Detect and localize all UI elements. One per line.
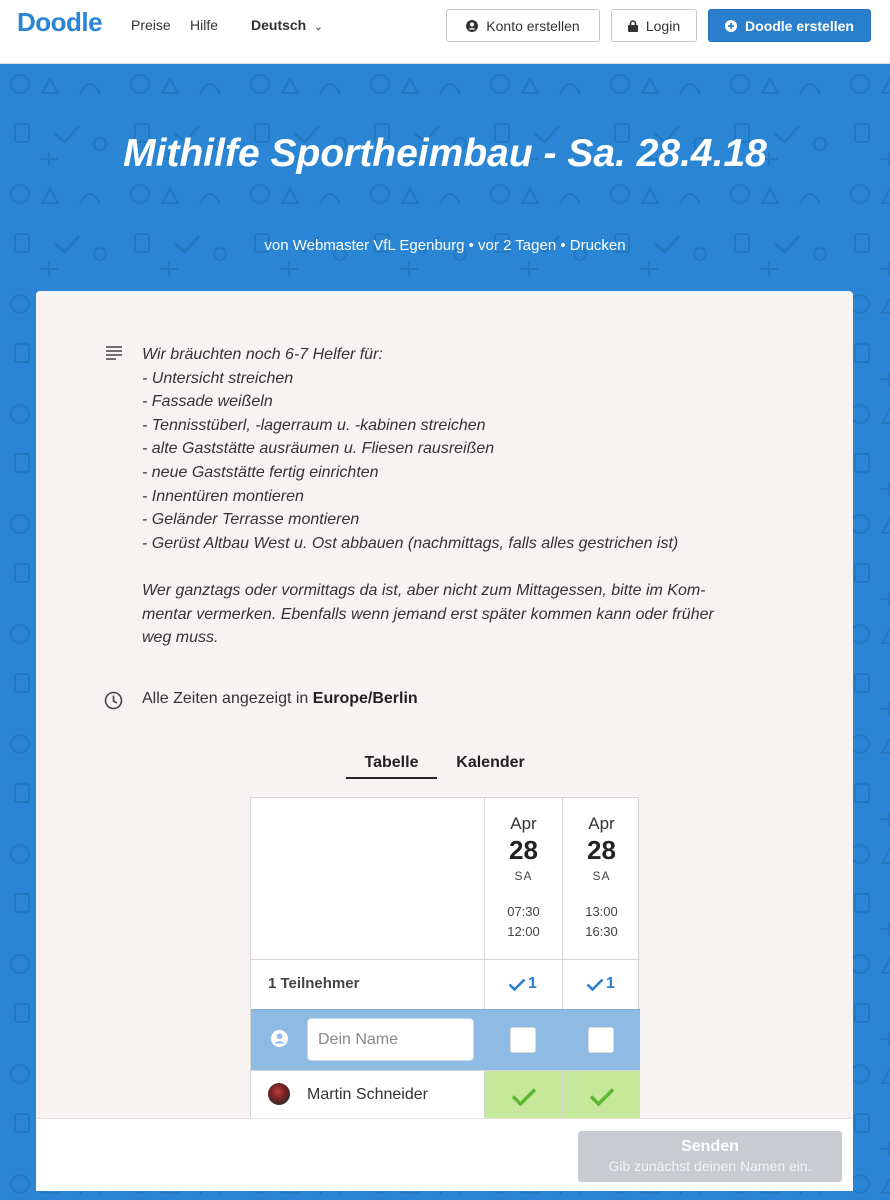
lock-icon [628, 20, 638, 32]
send-button-label: Senden [681, 1138, 739, 1155]
avatar [268, 1083, 290, 1105]
timezone-value: Europe/Berlin [312, 690, 418, 707]
new-participant-row [251, 1009, 640, 1070]
nav-link-preise[interactable]: Preise [131, 17, 171, 33]
login-button[interactable] [611, 9, 697, 42]
language-label: Deutsch [251, 17, 307, 33]
create-account-label: Konto erstellen [486, 17, 580, 34]
option-end-time: 12:00 [507, 924, 540, 939]
language-dropdown[interactable] [251, 17, 323, 33]
description-icon [106, 346, 122, 360]
option-weekday: SA [514, 869, 533, 883]
name-input[interactable] [307, 1018, 474, 1061]
vote-yes-cell [563, 1071, 640, 1122]
create-doodle-button[interactable] [708, 9, 871, 42]
check-icon [508, 978, 526, 991]
tab-kalender[interactable]: Kalender [456, 754, 525, 771]
option-start-time: 13:00 [585, 904, 618, 919]
send-button[interactable] [578, 1131, 842, 1182]
timezone-prefix: Alle Zeiten angezeigt in [142, 690, 309, 707]
check-icon [586, 978, 604, 991]
nav-link-hilfe[interactable]: Hilfe [190, 17, 219, 33]
tab-tabelle[interactable]: Tabelle [346, 754, 437, 779]
participant-count-label: 1 Teilnehmer [268, 975, 360, 992]
vote-yes-cell [485, 1071, 562, 1122]
option-month: Apr [588, 814, 615, 833]
option-weekday: SA [592, 869, 611, 883]
participant-row [251, 1070, 640, 1121]
option-start-time: 07:30 [507, 904, 540, 919]
vote-count-value: 1 [606, 975, 615, 992]
option-end-time: 16:30 [585, 924, 618, 939]
option-header [485, 798, 562, 959]
participant-count-row [251, 959, 640, 1009]
poll-description: Wir bräuchten noch 6-7 Helfer für: - Untersicht streichen - Fassade weißeln - Tennisstüberl, -lagerraum u. -kabinen streichen - alte Gaststätte ausräumen u. Fliesen rausreißen - neue Gaststätte fertig einrichten - Innentüren montieren - Geländer Terrasse montieren - Gerüst Altbau West u. Ost abbauen (nachmittags, falls alles gestrichen ist) Wer ganztags oder vormittags da ist, aber nicht zum Mittagessen, bitte im Kom- mentar vermerken. Ebenfalls wenn jemand erst später kommen kann oder früher weg muss. [142, 346, 714, 647]
check-icon [511, 1087, 537, 1106]
participant-name: Martin Schneider [307, 1086, 428, 1103]
top-navbar [0, 0, 890, 64]
poll-title: Mithilfe Sportheimbau - Sa. 28.4.18 [123, 132, 767, 175]
poll-table [250, 797, 639, 1120]
option-vote-count [484, 975, 561, 993]
poll-meta: von Webmaster VfL Egenburg • vor 2 Tagen • Drucken [264, 237, 626, 254]
timezone-info [142, 690, 418, 708]
option-month: Apr [510, 814, 537, 833]
create-doodle-label: Doodle erstellen [745, 17, 854, 34]
option-checkbox[interactable] [588, 1027, 614, 1053]
send-button-hint: Gib zunächst deinen Namen ein. [608, 1158, 812, 1174]
clock-icon [104, 691, 123, 710]
option-vote-count [562, 975, 639, 993]
user-icon [271, 1030, 288, 1047]
check-icon [589, 1087, 615, 1106]
option-checkbox[interactable] [510, 1027, 536, 1053]
user-icon [466, 20, 478, 32]
submit-footer [36, 1118, 853, 1191]
option-day: 28 [587, 835, 616, 865]
doodle-logo[interactable]: Doodle [17, 7, 103, 37]
option-day: 28 [509, 835, 538, 865]
option-header [563, 798, 640, 959]
chevron-down-icon: ⌄ [314, 22, 323, 33]
create-account-button[interactable] [446, 9, 600, 42]
login-label: Login [645, 17, 681, 34]
plus-circle-icon [725, 20, 737, 32]
vote-count-value: 1 [528, 975, 537, 992]
